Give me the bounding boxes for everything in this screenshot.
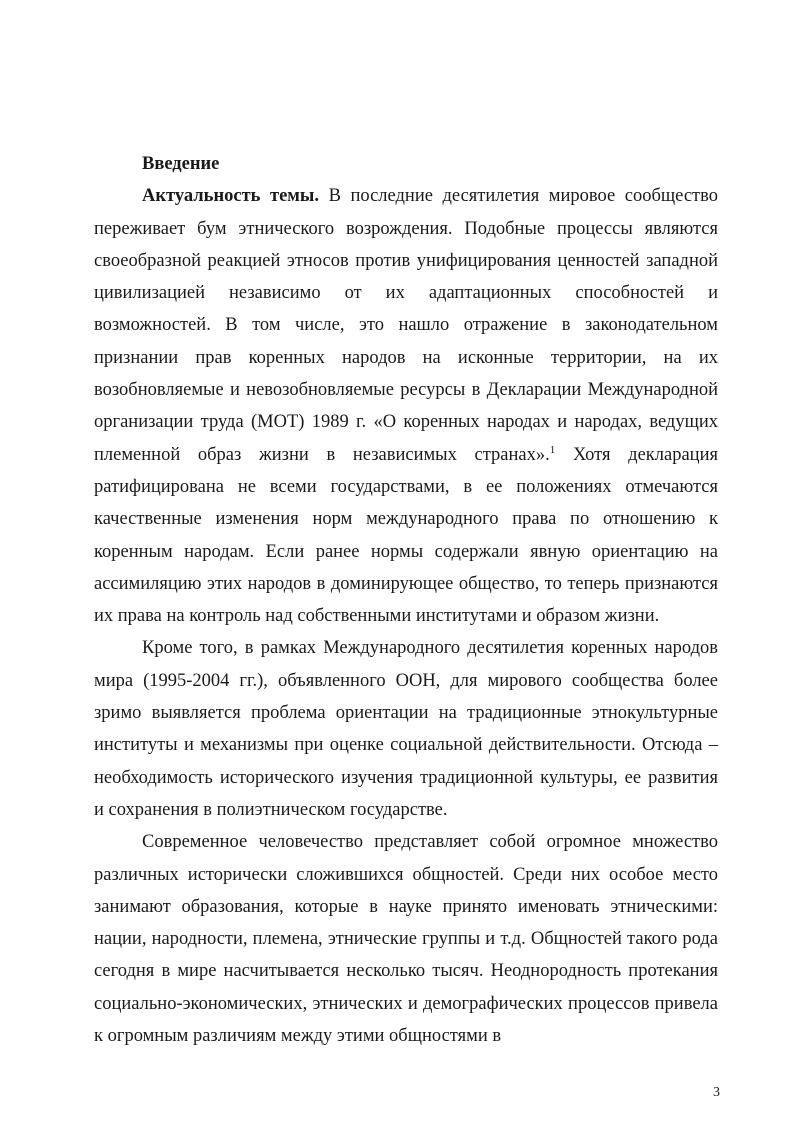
footnote-reference[interactable]: 1 [549, 443, 556, 456]
page-number: 3 [713, 1085, 720, 1100]
paragraph-decade: Кроме того, в рамках Международного десятилетия коренных народов мира (1995-2004 гг.), объявленного ООН, для мирового сообщества более зримо выявляется проблема ориентации на традиционные этнокультурные институты и механизмы при оценке социальной действительности. Отсюда – необходимость исторического изучения традиционной культуры, ее развития и сохранения в полиэтническом государстве. [94, 638, 718, 820]
paragraph-lead: Актуальность темы. [142, 186, 319, 207]
paragraph-text-continued: Хотя декларация ратифицирована не всеми государствами, в ее положениях отмечаются качественные изменения норм международного права по отношению к коренным народам. Если ранее нормы содержали явную ориентацию на ассимиляцию этих народов в доминирующее общество, то теперь признаются их права на контроль над собственными институтами и образом жизни. [94, 444, 718, 627]
page-body [94, 148, 718, 1052]
paragraph-relevance [94, 180, 718, 632]
paragraph-text: В последние десятилетия мировое сообщество переживает бум этнического возрождения. Подобные процессы являются своеобразной реакцией этносов против унифицирования ценностей западной цивилизацией независимо от их адаптационных способностей и возможностей. В том числе, это нашло отражение в законодательном признании прав коренных народов на исконные территории, на их возобновляемые и невозобновляемые ресурсы в Декларации Международной организации труда (МОТ) 1989 г. «О коренных народах и народах, ведущих племенной образ жизни в независимых странах». [94, 186, 718, 465]
section-heading: Введение [142, 154, 220, 174]
paragraph-humanity: Современное человечество представляет собой огромное множество различных исторически сложившихся общностей. Среди них особое место занимают образования, которые в науке принято именовать этническими: нации, народности, племена, этнические группы и т.д. Общностей такого рода сегодня в мире насчитывается несколько тысяч. Неоднородность протекания социально-экономических, этнических и демографических процессов привела к огромным различиям между этими общностями в [94, 832, 718, 1047]
